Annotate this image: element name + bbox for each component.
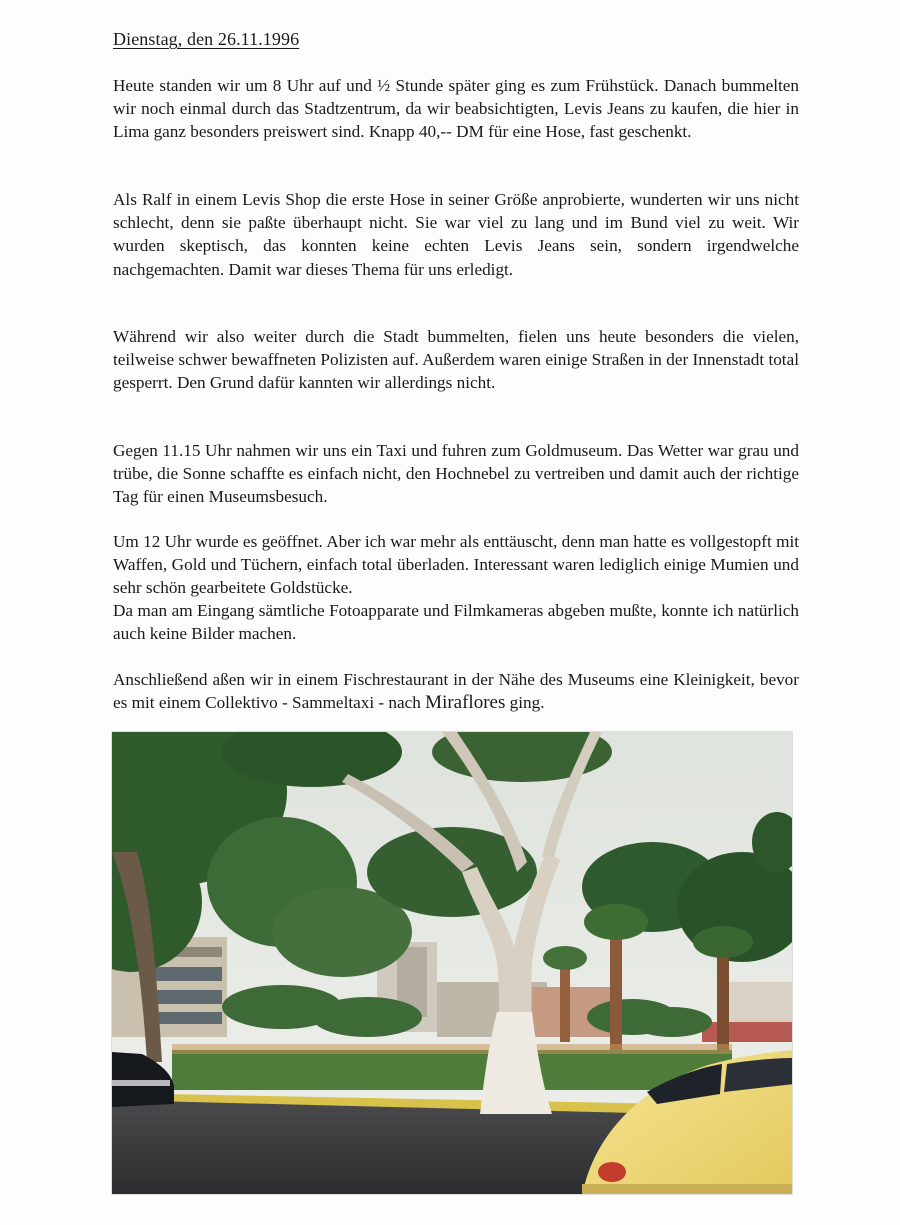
median-lawn (172, 1050, 732, 1090)
paragraph-cameras: Da man am Eingang sämtliche Fotoapparate und Filmkameras abgeben mußte, konnte ich natürlich auch keine Bilder machen. (113, 601, 799, 644)
paragraph-levis-shop: Als Ralf in einem Levis Shop die erste Hose in seiner Größe anprobierte, wunderten wir uns nicht schlecht, denn sie paßte überhaupt nicht. Sie war viel zu lang und im Bund viel zu weit. Wir wurden skeptisch, das konnten keine echten Levis Jeans sein, sondern irgendwelche nachgemachten. Damit war dieses Thema für uns erledigt. (113, 190, 799, 279)
street-photo-drawing (112, 732, 793, 1195)
paragraph-museum-visit: Um 12 Uhr wurde es geöffnet. Aber ich war mehr als enttäuscht, denn man hatte es vollgestopft mit Waffen, Gold und Tüchern, einfach total überladen. Interessant waren lediglich einige Mumien und sehr schön gearbeitete Goldstücke. (113, 532, 799, 598)
paragraph-text-after: ging. (505, 693, 545, 713)
paragraph-fish-restaurant (113, 668, 799, 714)
paragraph-police: Während wir also weiter durch die Stadt bummelten, fielen uns heute besonders die vielen, teilweise schwer bewaffneten Polizisten auf. Außerdem waren einige Straßen in der Innenstadt total gesperrt. Den Grund dafür kannten wir allerdings nicht. (113, 327, 799, 393)
paragraph-breakfast: Heute standen wir um 8 Uhr auf und ½ Stunde später ging es zum Frühstück. Danach bummelten wir noch einmal durch das Stadtzentrum, da wir beabsichtigten, Levis Jeans zu kaufen, die hier in Lima ganz besonders preiswert sind. Knapp 40,-- DM für eine Hose, fast geschenkt. (113, 76, 799, 142)
date-heading: Dienstag, den 26.11.1996 (113, 29, 300, 49)
paragraph-taxi-goldmuseum: Gegen 11.15 Uhr nahmen wir uns ein Taxi und fuhren zum Goldmuseum. Das Wetter war grau und trübe, die Sonne schaffte es einfach nicht, den Hochnebel zu vertreiben und damit auch der richtige Tag für einen Museumsbesuch. (113, 441, 799, 507)
place-name-miraflores: Miraflores (425, 692, 506, 714)
street-photo (111, 731, 793, 1195)
paragraph-text-before: Anschließend aßen wir in einem Fischrestaurant in der Nähe des Museums eine Kleinigkeit, bevor es mit einem Collektivo - Sammeltaxi - nach (113, 670, 799, 713)
